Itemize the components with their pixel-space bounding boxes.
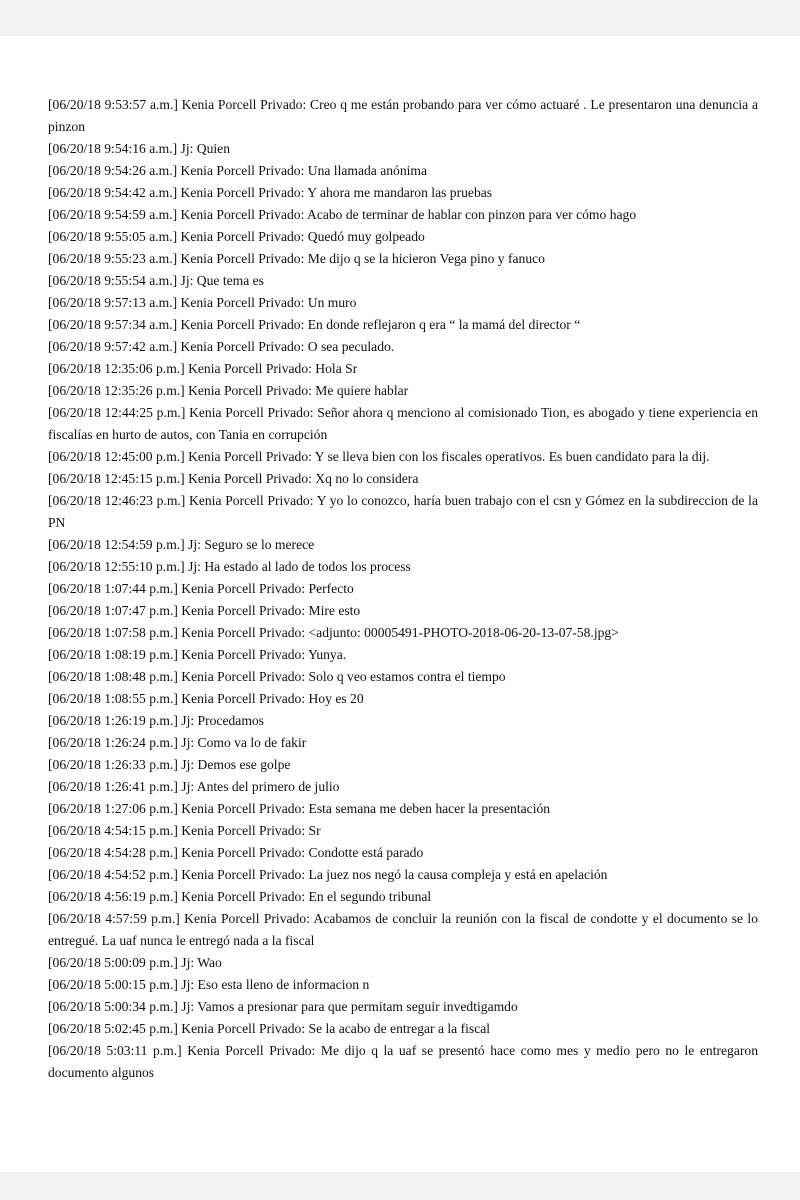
message-line: [06/20/18 5:00:34 p.m.] Jj: Vamos a presionar para que permitam seguir invedtigamdo <box>48 999 518 1014</box>
message-line: [06/20/18 12:44:25 p.m.] Kenia Porcell Privado: Señor ahora q menciono al comisionado Tion, es abogado y tiene experiencia en fiscalías en hurto de autos, con Tania en corrupción <box>48 405 758 442</box>
message-line: [06/20/18 9:53:57 a.m.] Kenia Porcell Privado: Creo q me están probando para ver cómo actuaré . Le presentaron una denuncia a pinzon <box>48 97 758 134</box>
message-line: [06/20/18 1:08:19 p.m.] Kenia Porcell Privado: Yunya. <box>48 647 347 662</box>
message-line: [06/20/18 12:45:15 p.m.] Kenia Porcell Privado: Xq no lo considera <box>48 471 419 486</box>
message-line: [06/20/18 5:02:45 p.m.] Kenia Porcell Privado: Se la acabo de entregar a la fiscal <box>48 1021 491 1036</box>
top-margin-band <box>0 0 800 36</box>
message-line: [06/20/18 9:54:59 a.m.] Kenia Porcell Privado: Acabo de terminar de hablar con pinzon para ver cómo hago <box>48 207 637 222</box>
message-line: [06/20/18 9:57:34 a.m.] Kenia Porcell Privado: En donde reflejaron q era “ la mamá del director “ <box>48 317 581 332</box>
bottom-margin-band <box>0 1172 800 1200</box>
message-line: [06/20/18 9:54:42 a.m.] Kenia Porcell Privado: Y ahora me mandaron las pruebas <box>48 185 493 200</box>
message-line: [06/20/18 1:26:41 p.m.] Jj: Antes del primero de julio <box>48 779 340 794</box>
message-line: [06/20/18 12:46:23 p.m.] Kenia Porcell Privado: Y yo lo conozco, haría buen trabajo con el csn y Gómez en la subdireccion de la PN <box>48 493 758 530</box>
message-line: [06/20/18 1:26:19 p.m.] Jj: Procedamos <box>48 713 264 728</box>
message-line: [06/20/18 1:08:48 p.m.] Kenia Porcell Privado: Solo q veo estamos contra el tiempo <box>48 669 506 684</box>
message-line: [06/20/18 9:57:13 a.m.] Kenia Porcell Privado: Un muro <box>48 295 357 310</box>
chat-transcript <box>48 94 758 1084</box>
message-line: [06/20/18 1:07:58 p.m.] Kenia Porcell Privado: <adjunto: 00005491-PHOTO-2018-06-20-13-07-58.jpg> <box>48 625 619 640</box>
message-line: [06/20/18 1:08:55 p.m.] Kenia Porcell Privado: Hoy es 20 <box>48 691 364 706</box>
message-line: [06/20/18 4:56:19 p.m.] Kenia Porcell Privado: En el segundo tribunal <box>48 889 432 904</box>
message-line: [06/20/18 1:07:47 p.m.] Kenia Porcell Privado: Mire esto <box>48 603 361 618</box>
message-line: [06/20/18 4:54:15 p.m.] Kenia Porcell Privado: Sr <box>48 823 321 838</box>
message-line: [06/20/18 5:00:15 p.m.] Jj: Eso esta lleno de informacion n <box>48 977 370 992</box>
message-line: [06/20/18 5:03:11 p.m.] Kenia Porcell Privado: Me dijo q la uaf se presentó hace como mes y medio pero no le entregaron documento algunos <box>48 1043 758 1080</box>
message-line: [06/20/18 9:55:23 a.m.] Kenia Porcell Privado: Me dijo q se la hicieron Vega pino y fanuco <box>48 251 545 266</box>
message-line: [06/20/18 1:26:33 p.m.] Jj: Demos ese golpe <box>48 757 291 772</box>
message-line: [06/20/18 12:45:00 p.m.] Kenia Porcell Privado: Y se lleva bien con los fiscales operativos. Es buen candidato para la dij. <box>48 449 710 464</box>
message-line: [06/20/18 1:07:44 p.m.] Kenia Porcell Privado: Perfecto <box>48 581 354 596</box>
message-line: [06/20/18 12:35:26 p.m.] Kenia Porcell Privado: Me quiere hablar <box>48 383 409 398</box>
message-line: [06/20/18 1:27:06 p.m.] Kenia Porcell Privado: Esta semana me deben hacer la presentación <box>48 801 551 816</box>
message-line: [06/20/18 12:35:06 p.m.] Kenia Porcell Privado: Hola Sr <box>48 361 358 376</box>
message-line: [06/20/18 12:54:59 p.m.] Jj: Seguro se lo merece <box>48 537 315 552</box>
message-line: [06/20/18 9:54:16 a.m.] Jj: Quien <box>48 141 230 156</box>
message-line: [06/20/18 4:57:59 p.m.] Kenia Porcell Privado: Acabamos de concluir la reunión con la fiscal de condotte y el documento se lo entregué. La uaf nunca le entregó nada a la fiscal <box>48 911 758 948</box>
message-line: [06/20/18 9:55:05 a.m.] Kenia Porcell Privado: Quedó muy golpeado <box>48 229 425 244</box>
message-line: [06/20/18 9:55:54 a.m.] Jj: Que tema es <box>48 273 264 288</box>
message-line: [06/20/18 12:55:10 p.m.] Jj: Ha estado al lado de todos los process <box>48 559 411 574</box>
message-line: [06/20/18 1:26:24 p.m.] Jj: Como va lo de fakir <box>48 735 307 750</box>
message-line: [06/20/18 9:54:26 a.m.] Kenia Porcell Privado: Una llamada anónima <box>48 163 428 178</box>
message-line: [06/20/18 5:00:09 p.m.] Jj: Wao <box>48 955 222 970</box>
message-line: [06/20/18 9:57:42 a.m.] Kenia Porcell Privado: O sea peculado. <box>48 339 395 354</box>
message-line: [06/20/18 4:54:52 p.m.] Kenia Porcell Privado: La juez nos negó la causa compleja y está en apelación <box>48 867 608 882</box>
message-line: [06/20/18 4:54:28 p.m.] Kenia Porcell Privado: Condotte está parado <box>48 845 424 860</box>
